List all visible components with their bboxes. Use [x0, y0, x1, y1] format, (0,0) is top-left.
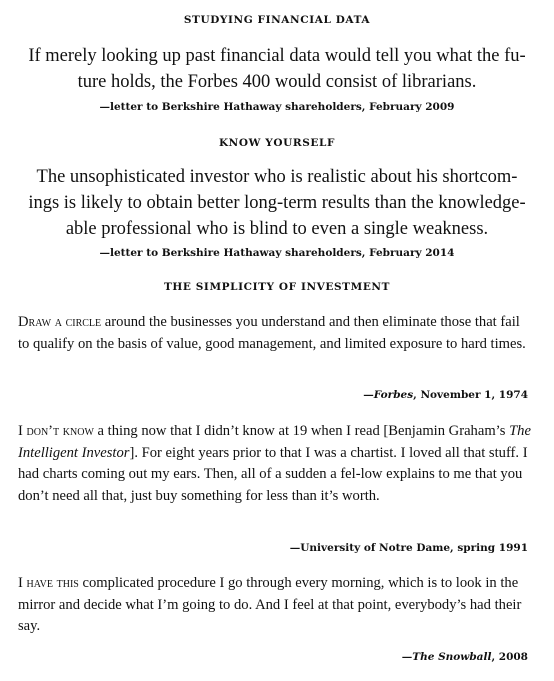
attribution-snowball-2008 — [402, 651, 528, 663]
pull-quote-know-yourself — [18, 164, 536, 242]
attribution-dash: — — [363, 389, 374, 401]
attribution-date: , November 1, 1974 — [413, 389, 528, 401]
pull-quote-line: able professional who is blind to even a single weakness. — [65, 219, 489, 239]
citation-2009-letter: —letter to Berkshire Hathaway shareholders, February 2009 — [99, 101, 455, 113]
attribution-forbes-1974 — [363, 389, 528, 401]
attribution-source-title: The Snowball — [412, 651, 492, 663]
section-heading-studying-financial-data: STUDYING FINANCIAL DATA — [183, 14, 371, 26]
book-title: The Intelligent Investor — [18, 423, 531, 461]
quote-paragraph-draw-a-circle — [18, 312, 532, 355]
paragraph-text: around the businesses you understand and then eliminate those that fail to qualify on the basis of value, good management, and limited exposure to hard times. — [18, 314, 526, 352]
pull-quote-line: The unsophisticated investor who is realistic about his shortcom- — [36, 167, 518, 187]
pull-quote-line: ings is likely to obtain better long-term results than the knowledge- — [28, 193, 526, 213]
section-heading-know-yourself: KNOW YOURSELF — [218, 137, 336, 149]
attribution-source-title: Forbes — [373, 389, 414, 401]
paragraph-text: complicated procedure I go through every morning, which is to look in the mirror and decide what I’m going to do. And I feel at that point, everybody’s had their say. — [18, 575, 522, 634]
attribution-date: , 2008 — [491, 651, 528, 663]
lead-in-small-caps: Draw a circle — [18, 314, 102, 330]
paragraph-text: a thing now that I didn’t know at 19 when I read [Benjamin Graham’s — [93, 423, 510, 439]
citation-2014-letter: —letter to Berkshire Hathaway shareholders, February 2014 — [99, 247, 455, 259]
attribution-dash: — — [401, 651, 413, 663]
lead-in-small-caps: I don’t know — [18, 423, 94, 439]
pull-quote-line: If merely looking up past financial data would tell you what the fu- — [28, 46, 526, 66]
section-heading-simplicity-of-investment: THE SIMPLICITY OF INVESTMENT — [163, 281, 391, 293]
attribution-notre-dame-1991: —University of Notre Dame, spring 1991 — [289, 542, 528, 554]
paragraph-text: ]. For eight years prior to that I was a chartist. I loved all that stuff. I had charts coming out my ears. Then, all of a sudden a fel-low explains to me that you don’t need all that, just buy something for less than it’s worth. — [18, 444, 528, 504]
pull-quote-financial-data — [18, 43, 536, 95]
lead-in-small-caps: I have this — [18, 575, 79, 591]
quote-paragraph-i-dont-know — [18, 421, 532, 507]
quote-paragraph-i-have-this — [18, 573, 532, 638]
pull-quote-line: ture holds, the Forbes 400 would consist of librarians. — [77, 72, 477, 92]
